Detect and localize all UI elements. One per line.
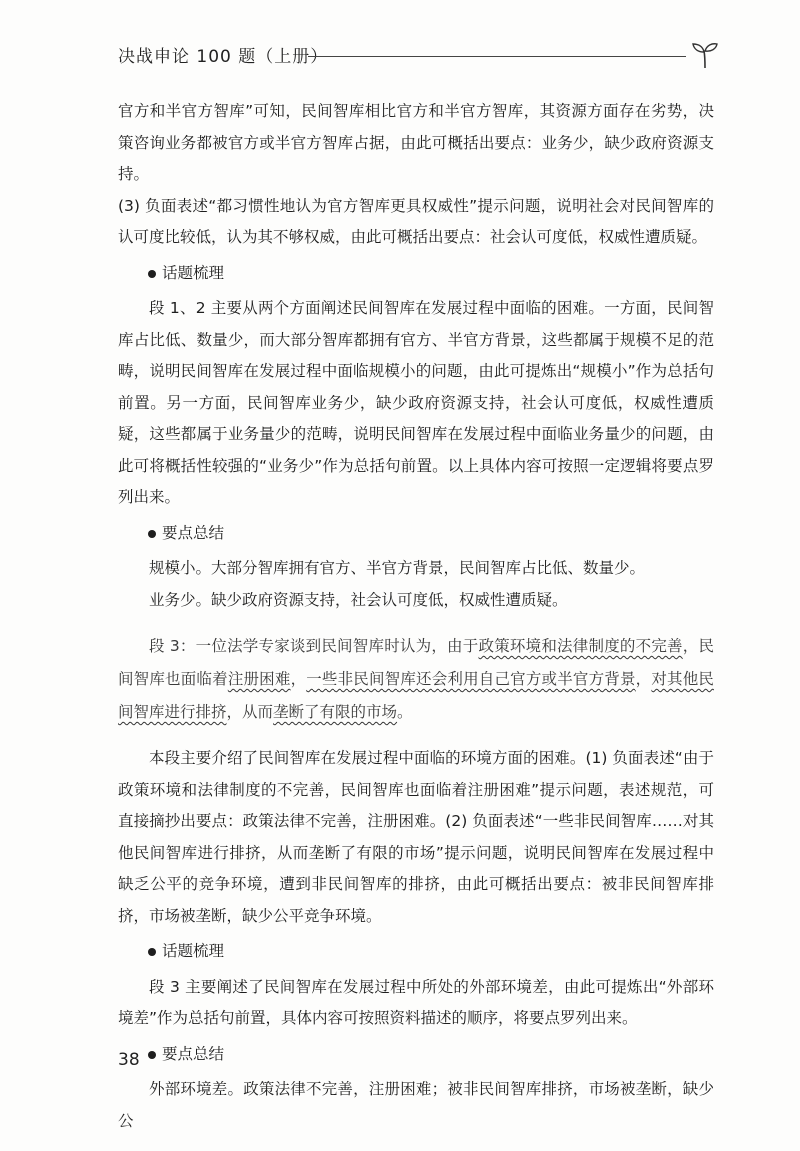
section-heading-summary xyxy=(118,518,714,550)
bullet-icon xyxy=(148,948,156,956)
quote-underlined-text: 垄断了有限的市场 xyxy=(273,703,398,721)
running-header xyxy=(118,40,718,70)
section-heading-topic xyxy=(118,258,714,290)
summary-point-business: 业务少。缺少政府资源支持，社会认可度低，权威性遭质疑。 xyxy=(149,590,568,609)
bullet-icon xyxy=(148,530,156,538)
bullet-icon xyxy=(148,1051,156,1059)
header-rule xyxy=(308,56,686,57)
summary-point-environment: 外部环境差。政策法律不完善，注册困难；被非民间智库排挤，市场被垄断，缺少公 xyxy=(118,1080,714,1130)
quote-underlined-text: 一些非民间智库还会利用自己官方或半官方背景 xyxy=(306,670,636,688)
source-quote-paragraph-3 xyxy=(118,630,714,729)
quote-text: ， xyxy=(635,670,652,688)
summary-point-scale: 规模小。大部分智库拥有官方、半官方背景，民间智库占比低、数量少。 xyxy=(149,559,646,577)
paragraph-topic-analysis: 段 1、2 主要从两个方面阐述民间智库在发展过程中面临的困难。一方面，民间智库占比低、数量少，而大部分智库都拥有官方、半官方背景，这些都属于规模不足的范畴，说明民间智库在发展过程中面临规模小的问题，由此可提炼出“规模小”作为总括句前置。另一方面，民间智库业务少，缺少政府资源支持，社会认可度低，权威性遭质疑，这些都属于业务量少的范畴，说明民间智库在发展过程中面临业务量少的问题，由此可将概括性较强的“业务少”作为总括句前置。以上具体内容可按照一定逻辑将要点罗列出来。 xyxy=(118,299,714,506)
quote-text: ，民间智库也面临着 xyxy=(118,637,714,688)
sprout-icon xyxy=(690,40,720,70)
bullet-icon xyxy=(148,270,156,278)
section-heading-topic xyxy=(118,936,714,968)
heading-label: 要点总结 xyxy=(162,1044,225,1063)
heading-label: 话题梳理 xyxy=(162,942,225,960)
quote-underlined-text: 政策环境和法律制度的不完善 xyxy=(478,637,683,655)
paragraph-topic-analysis-3: 段 3 主要阐述了民间智库在发展过程中所处的外部环境差，由此可提炼出“外部环境差”作为总括句前置，具体内容可按照资料描述的顺序，将要点罗列出来。 xyxy=(118,977,714,1027)
paragraph-point-3: (3) 负面表述“都习惯性地认为官方智库更具权威性”提示问题，说明社会对民间智库的认可度比较低，认为其不够权威，由此可概括出要点：社会认可度低，权威性遭质疑。 xyxy=(118,196,714,246)
page-content xyxy=(118,96,714,1137)
quote-underlined-text: 对其他民间智库进行排挤 xyxy=(118,670,714,721)
page-number: 38 xyxy=(118,1050,140,1070)
quote-text: 段 3：一位法学专家谈到民间智库时认为，由于 xyxy=(149,637,479,655)
quote-text: ，从而 xyxy=(226,703,274,721)
heading-label: 话题梳理 xyxy=(162,263,225,282)
heading-label: 要点总结 xyxy=(162,523,225,542)
paragraph-continued: 官方和半官方智库”可知，民间智库相比官方和半官方智库，其资源方面存在劣势，决策咨询业务都被官方或半官方智库占据，由此可概括出要点：业务少，缺少政府资源支持。 xyxy=(118,102,714,183)
paragraph-analysis-3: 本段主要介绍了民间智库在发展过程中面临的环境方面的困难。(1) 负面表述“由于政策环境和法律制度的不完善，民间智库也面临着注册困难”提示问题，表述规范，可直接摘抄出要点：政策法律不完善，注册困难。(2) 负面表述“一些非民间智库……对其他民间智库进行排挤，从而垄断了有限的市场”提示问题，说明民间智库在发展过程中缺乏公平的竞争环境，遭到非民间智库的排挤，由此可概括出要点：被非民间智库排挤，市场被垄断，缺少公平竞争环境。 xyxy=(118,749,714,925)
quote-text: 。 xyxy=(397,703,413,721)
quote-text: ， xyxy=(290,670,307,688)
quote-underlined-text: 注册困难 xyxy=(227,670,291,688)
header-title: 决战申论 100 题（上册） xyxy=(118,47,329,67)
section-heading-summary xyxy=(118,1039,714,1071)
